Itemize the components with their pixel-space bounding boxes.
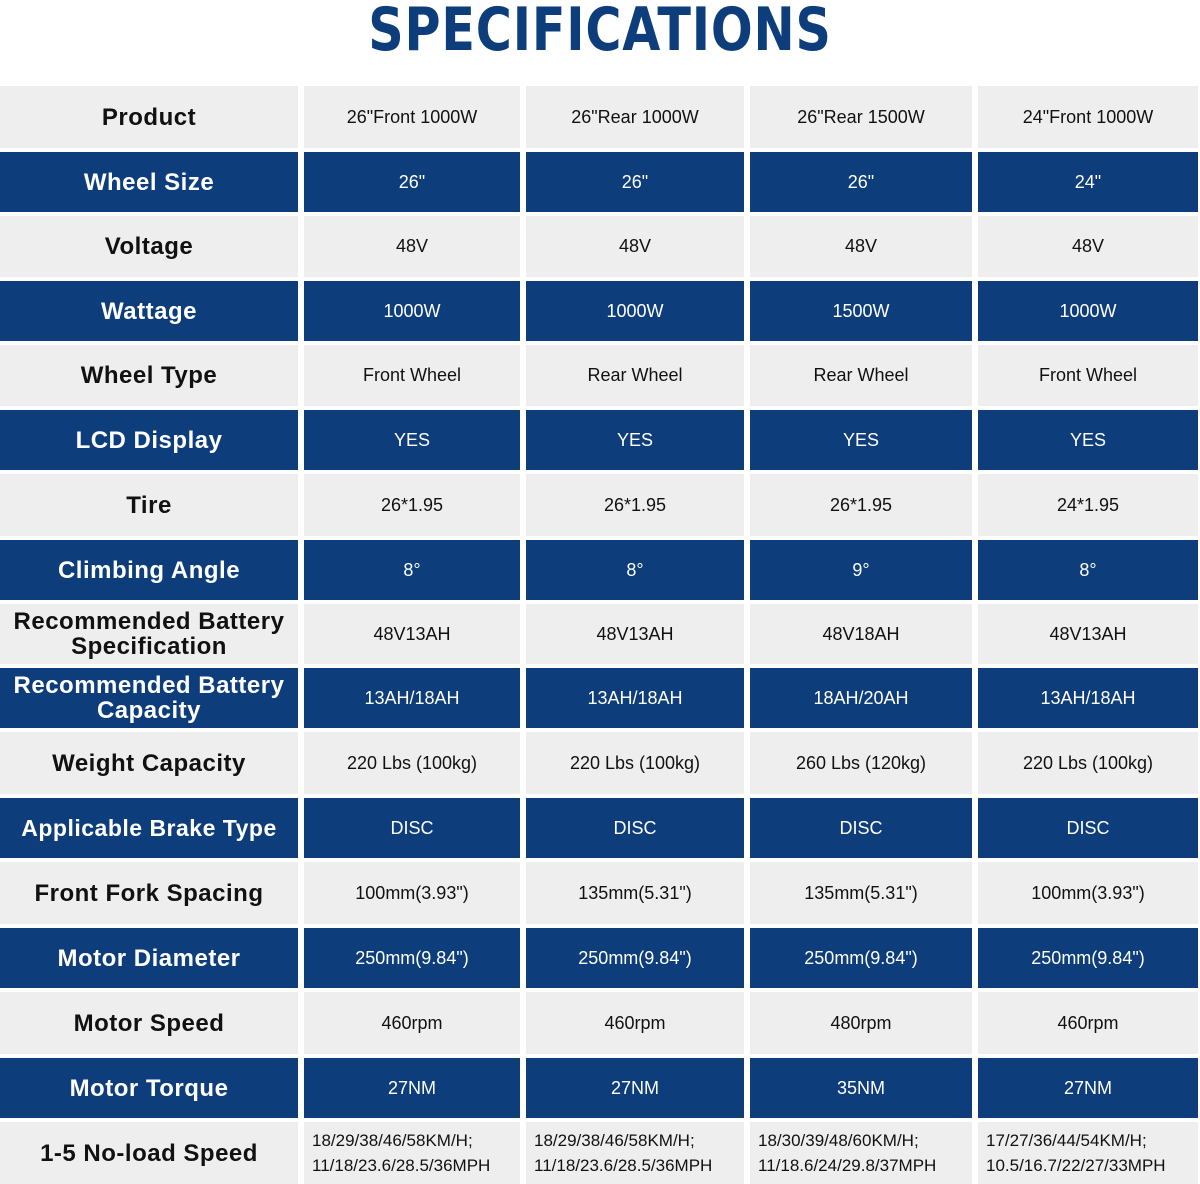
row-label: Motor Speed (0, 992, 298, 1054)
spec-value: 260 Lbs (120kg) (750, 732, 972, 794)
spec-value: 1500W (750, 281, 972, 341)
spec-value: 220 Lbs (100kg) (526, 732, 744, 794)
spec-value: 26"Front 1000W (304, 86, 520, 148)
spec-value: 460rpm (978, 992, 1198, 1054)
spec-value: 18/29/38/46/58KM/H; 11/18/23.6/28.5/36MPH (304, 1122, 520, 1184)
spec-value: 18/29/38/46/58KM/H; 11/18/23.6/28.5/36MPH (526, 1122, 744, 1184)
spec-value: 9° (750, 540, 972, 600)
row-label: LCD Display (0, 410, 298, 470)
spec-value: DISC (750, 798, 972, 858)
spec-value: 8° (978, 540, 1198, 600)
spec-value: 220 Lbs (100kg) (978, 732, 1198, 794)
spec-value: 480rpm (750, 992, 972, 1054)
spec-value: 8° (526, 540, 744, 600)
specifications-table (0, 86, 1200, 1184)
spec-value: DISC (978, 798, 1198, 858)
spec-value: 48V18AH (750, 604, 972, 664)
spec-value: 250mm(9.84") (750, 928, 972, 988)
spec-value: 17/27/36/44/54KM/H; 10.5/16.7/22/27/33MPH (978, 1122, 1198, 1184)
spec-value: DISC (526, 798, 744, 858)
spec-value: 460rpm (526, 992, 744, 1054)
spec-value: 24*1.95 (978, 474, 1198, 536)
spec-value: 26*1.95 (304, 474, 520, 536)
spec-value: YES (526, 410, 744, 470)
spec-value: 24" (978, 152, 1198, 212)
row-label: Weight Capacity (0, 732, 298, 794)
spec-value: 250mm(9.84") (526, 928, 744, 988)
spec-value: 250mm(9.84") (304, 928, 520, 988)
spec-value: 48V (978, 216, 1198, 277)
spec-value: 26"Rear 1000W (526, 86, 744, 148)
spec-value: Front Wheel (304, 345, 520, 406)
row-label: Applicable Brake Type (0, 798, 298, 858)
spec-value: 13AH/18AH (304, 668, 520, 728)
spec-value: 26" (750, 152, 972, 212)
row-label: Wheel Type (0, 345, 298, 406)
spec-value: 100mm(3.93") (978, 862, 1198, 924)
spec-value: 220 Lbs (100kg) (304, 732, 520, 794)
spec-value: YES (750, 410, 972, 470)
row-label: Motor Diameter (0, 928, 298, 988)
spec-value: 48V (526, 216, 744, 277)
row-label: Product (0, 86, 298, 148)
spec-value: 100mm(3.93") (304, 862, 520, 924)
spec-value: DISC (304, 798, 520, 858)
spec-value: 13AH/18AH (978, 668, 1198, 728)
spec-value: 27NM (526, 1058, 744, 1118)
spec-value: 26" (304, 152, 520, 212)
spec-value: Front Wheel (978, 345, 1198, 406)
spec-value: 24"Front 1000W (978, 86, 1198, 148)
row-label: Motor Torque (0, 1058, 298, 1118)
row-label: Climbing Angle (0, 540, 298, 600)
spec-value: 48V13AH (304, 604, 520, 664)
row-label: Recommended Battery Specification (0, 604, 298, 664)
spec-value: 135mm(5.31") (526, 862, 744, 924)
spec-value: YES (304, 410, 520, 470)
spec-value: 13AH/18AH (526, 668, 744, 728)
row-label: Tire (0, 474, 298, 536)
spec-value: 18AH/20AH (750, 668, 972, 728)
spec-value: Rear Wheel (750, 345, 972, 406)
spec-value: 48V13AH (978, 604, 1198, 664)
spec-value: 460rpm (304, 992, 520, 1054)
spec-value: 26*1.95 (750, 474, 972, 536)
spec-value: 8° (304, 540, 520, 600)
row-label: Front Fork Spacing (0, 862, 298, 924)
row-label: Wattage (0, 281, 298, 341)
spec-value: 26"Rear 1500W (750, 86, 972, 148)
spec-value: YES (978, 410, 1198, 470)
row-label: Wheel Size (0, 152, 298, 212)
spec-value: 135mm(5.31") (750, 862, 972, 924)
row-label: Recommended Battery Capacity (0, 668, 298, 728)
spec-value: 1000W (304, 281, 520, 341)
page-title: SPECIFICATIONS (368, 0, 832, 65)
spec-value: 48V (750, 216, 972, 277)
row-label: Voltage (0, 216, 298, 277)
spec-value: Rear Wheel (526, 345, 744, 406)
spec-value: 35NM (750, 1058, 972, 1118)
spec-value: 1000W (978, 281, 1198, 341)
spec-value: 27NM (304, 1058, 520, 1118)
spec-value: 26*1.95 (526, 474, 744, 536)
spec-value: 27NM (978, 1058, 1198, 1118)
row-label: 1-5 No-load Speed (0, 1122, 298, 1184)
spec-value: 26" (526, 152, 744, 212)
spec-value: 48V13AH (526, 604, 744, 664)
spec-value: 250mm(9.84") (978, 928, 1198, 988)
spec-value: 1000W (526, 281, 744, 341)
spec-value: 18/30/39/48/60KM/H; 11/18.6/24/29.8/37MPH (750, 1122, 972, 1184)
spec-value: 48V (304, 216, 520, 277)
